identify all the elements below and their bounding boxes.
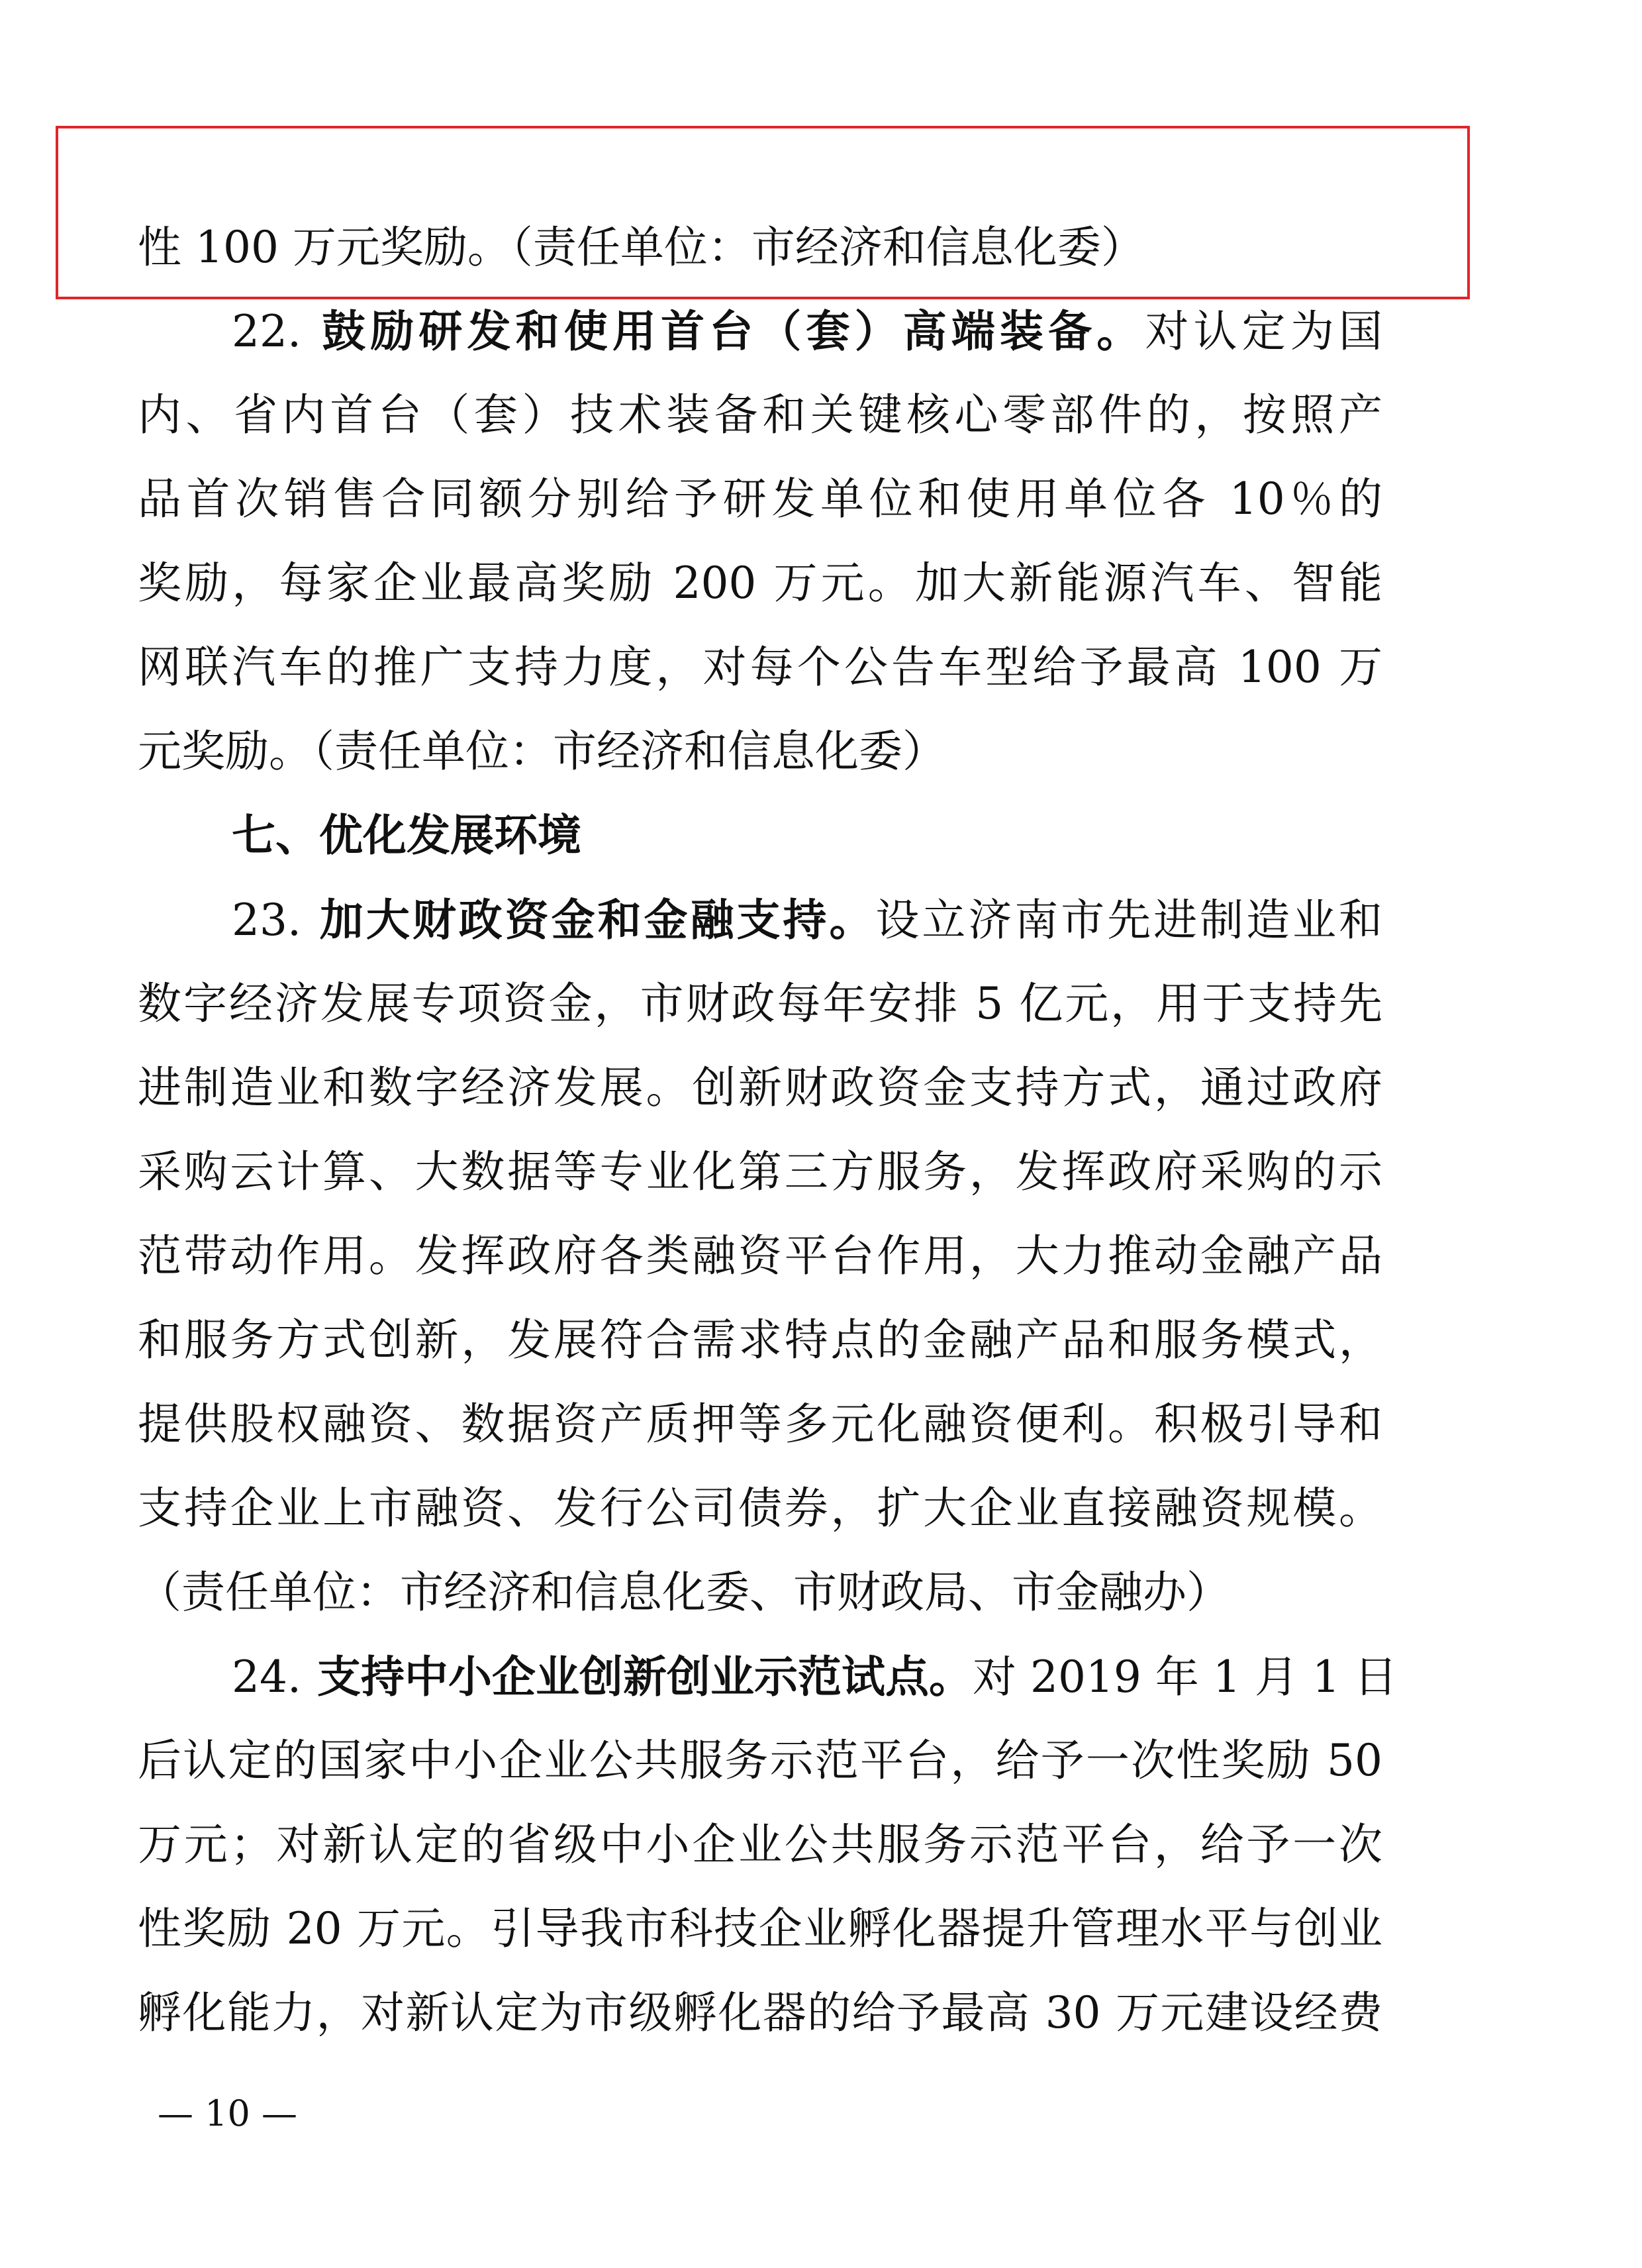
- item-number-22: 22.: [232, 306, 301, 357]
- text-line-12: 采购云计算、大数据等专业化第三方服务，发挥政府采购的示: [138, 1146, 1382, 1197]
- text-line-20: 万元；对新认定的省级中小企业公共服务示范平台，给予一次: [138, 1819, 1382, 1870]
- text-line-21: 性奖励 20 万元。引导我市科技企业孵化器提升管理水平与创业: [138, 1903, 1382, 1954]
- paragraph-23-first-line: [232, 893, 1382, 947]
- text-line-4: 品首次销售合同额分别给予研发单位和使用单位各 10％的: [138, 473, 1382, 524]
- text-line-14: 和服务方式创新，发展符合需求特点的金融产品和服务模式，: [138, 1314, 1382, 1365]
- item-title-22: 鼓励研发和使用首台（套）高端装备。: [316, 305, 1145, 357]
- text-line-1: 性 100 万元奖励。（责任单位：市经济和信息化委）: [138, 222, 1145, 273]
- item-title-24: 支持中小企业创新创业示范试点。: [316, 1651, 973, 1702]
- paragraph-22-first-line: [232, 305, 1382, 358]
- text-line-6: 网联汽车的推广支持力度，对每个公告车型给予最高 100 万: [138, 642, 1382, 693]
- text-line-10: 数字经济发展专项资金，市财政每年安排 5 亿元，用于支持先: [138, 978, 1382, 1029]
- text-line-19: 后认定的国家中小企业公共服务示范平台，给予一次性奖励 50: [138, 1735, 1382, 1786]
- text-line-22: 孵化能力，对新认定为市级孵化器的给予最高 30 万元建设经费: [138, 1987, 1382, 2038]
- page-number: — 10 —: [158, 2093, 298, 2134]
- item-title-23: 加大财政资金和金融支持。: [316, 894, 876, 946]
- text-line-15: 提供股权融资、数据资产质押等多元化融资便利。积极引导和: [138, 1399, 1382, 1450]
- text-line-7: 元奖励。（责任单位：市经济和信息化委）: [138, 726, 946, 777]
- paragraph-24-first-line: [232, 1650, 1398, 1704]
- text-line-3: 内、省内首台（套）技术装备和关键核心零部件的，按照产: [138, 389, 1382, 440]
- text-line-16: 支持企业上市融资、发行公司债券，扩大企业直接融资规模。: [138, 1483, 1382, 1534]
- section-heading-7: 七、优化发展环境: [232, 810, 581, 861]
- item-number-24: 24.: [232, 1652, 301, 1702]
- text-line-17: （责任单位：市经济和信息化委、市财政局、市金融办）: [138, 1567, 1230, 1618]
- text-line-13: 范带动作用。发挥政府各类融资平台作用，大力推动金融产品: [138, 1230, 1382, 1281]
- text-line-11: 进制造业和数字经济发展。创新财政资金支持方式，通过政府: [138, 1062, 1382, 1113]
- item-number-23: 23.: [232, 895, 301, 946]
- item-text-24: 对 2019 年 1 月 1 日: [972, 1652, 1398, 1702]
- item-text-23: 设立济南市先进制造业和: [875, 895, 1383, 946]
- text-line-5: 奖励，每家企业最高奖励 200 万元。加大新能源汽车、智能: [138, 558, 1382, 609]
- item-text-22: 对认定为国: [1145, 306, 1383, 357]
